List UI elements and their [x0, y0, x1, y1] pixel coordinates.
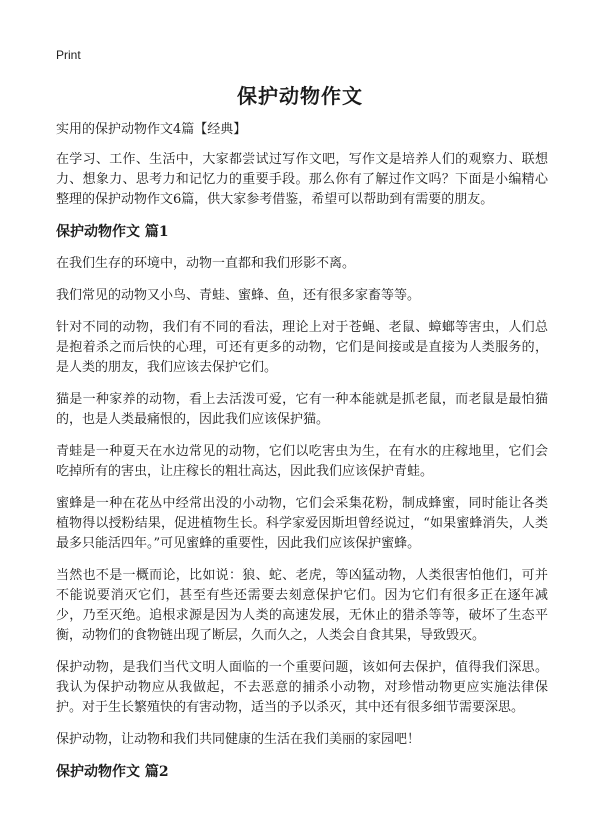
page-title: 保护动物作文	[237, 84, 363, 108]
section-heading: 保护动物作文 篇1	[56, 224, 169, 240]
print-link[interactable]: Print	[56, 48, 81, 62]
body-paragraph: 当然也不是一概而论，比如说：狼、蛇、老虎，等凶猛动物，人类很害怕他们，可并不能说要消灭它们，甚至有些还需要去刻意保护它们。因为它们有很多正在逐年减少，乃至灭绝。追根求源是因为人类的高速发展，无休止的猎杀等等，破坏了生态平衡，动物们的食物链出现了断层，久而久之，人类会自食其果，导致毁灭。	[56, 568, 548, 643]
document-body	[56, 120, 548, 794]
body-paragraph: 保护动物，让动物和我们共同健康的生活在我们美丽的家园吧！	[56, 732, 421, 747]
body-paragraph: 蜜蜂是一种在花丛中经常出没的小动物，它们会采集花粉，制成蜂蜜，同时能让各类植物得以授粉结果，促进植物生长。科学家爱因斯坦曾经说过，“如果蜜蜂消失，人类最多只能活四年。”可见蜜蜂的重要性，因此我们应该保护蜜蜂。	[56, 496, 548, 551]
body-paragraph: 青蛙是一种夏天在水边常见的动物，它们以吃害虫为生，在有水的庄稼地里，它们会吃掉所有的害虫，让庄稼长的粗壮高达，因此我们应该保护青蛙。	[56, 444, 548, 479]
intro-paragraph: 在学习、工作、生活中，大家都尝试过写作文吧，写作文是培养人们的观察力、联想力、想象力、思考力和记忆力的重要手段。那么你有了解过作文吗？下面是小编精心整理的保护动物作文6篇，供大家参考借鉴，希望可以帮助到有需要的朋友。	[56, 152, 548, 207]
section-heading: 保护动物作文 篇2	[56, 764, 169, 780]
body-paragraph: 保护动物，是我们当代文明人面临的一个重要问题，该如何去保护，值得我们深思。我认为保护动物应从我做起，不去恶意的捕杀小动物，对珍惜动物更应实施法律保护。对于生长繁殖快的有害动物，适当的予以杀灭，其中还有很多细节需要深思。	[56, 660, 548, 715]
body-paragraph: 我们常见的动物又小鸟、青蛙、蜜蜂、鱼，还有很多家畜等等。	[56, 288, 421, 303]
body-paragraph: 在我们生存的环境中，动物一直都和我们形影不离。	[56, 256, 356, 271]
body-paragraph: 猫是一种家养的动物，看上去活泼可爱，它有一种本能就是抓老鼠，而老鼠是最怕猫的，也是人类最痛恨的，因此我们应该保护猫。	[56, 392, 548, 427]
document-subtitle: 实用的保护动物作文4篇【经典】	[56, 122, 247, 137]
body-paragraph: 针对不同的动物，我们有不同的看法，理论上对于苍蝇、老鼠、蟑螂等害虫，人们总是抱着杀之而后快的心理，可还有更多的动物，它们是间接或是直接为人类服务的，是人类的朋友，我们应该去保护它们。	[56, 320, 548, 375]
